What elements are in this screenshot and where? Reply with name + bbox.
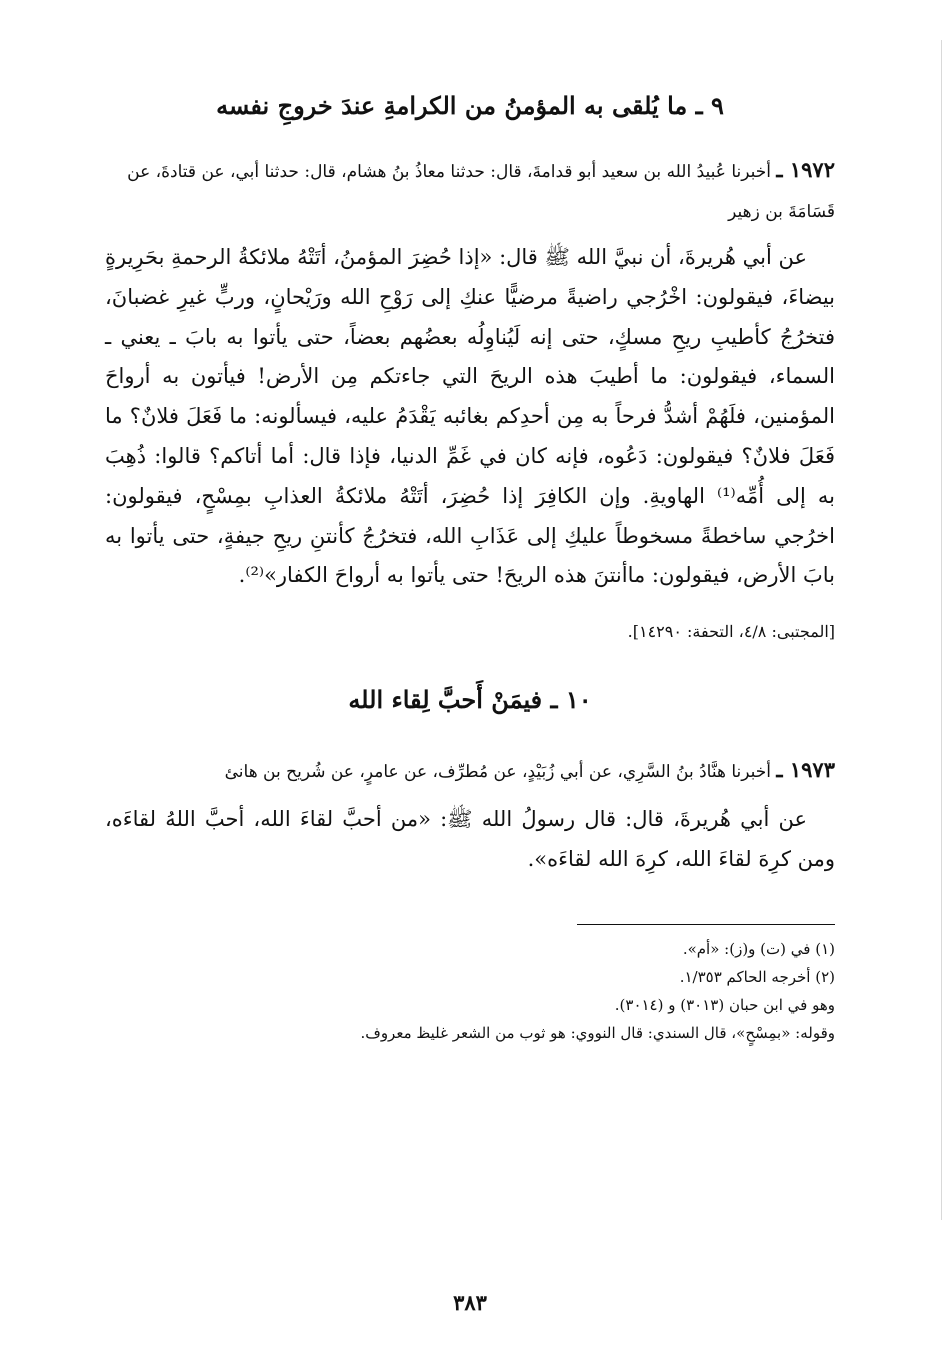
hadith-1972-isnad bbox=[105, 150, 835, 232]
book-page bbox=[105, 78, 835, 1318]
hadith-1972-reference: [المجتبى: ٤/٨، التحفة: ١٤٢٩٠]. bbox=[627, 622, 835, 642]
hadith-1972-number: ١٩٧٢ ـ bbox=[776, 157, 835, 182]
hadith-1973-isnad bbox=[105, 750, 835, 792]
section-10-heading: ١٠ ـ فيمَنْ أَحبَّ لِقاء الله bbox=[348, 685, 592, 715]
footnote-2: (٢) أخرجه الحاكم ١/٣٥٣. bbox=[679, 967, 835, 986]
hadith-1972-matn: عن أبي هُريرةَ، أن نبيَّ الله ﷺ قال: «إذا حُضِرَ المؤمنُ، أتَتْهُ ملائكةُ الرحمةِ بحَرِيرةٍ بيضاءَ، فيقولون: اخْرُجي راضيةً مرضيًّا عنكِ إلى رَوْحِ الله ورَيْحانٍ، وربٍّ غيرِ غضبانَ، فتخرُجُ كأطيبِ ريحِ مسكٍ، حتى إنه لَيُناوِلُه بعضُهم بعضاً، حتى يأتوا به بابَ ـ يعني ـ السماء، فيقولون: ما أطيبَ هذه الريحَ التي جاءتكم مِن الأرض! فيأتون به أرواحَ المؤمنين، فلَهُمْ أشدُّ فرحاً به مِن أحدِكم بغائبه يَقْدَمُ عليه، فيسألونه: ما فَعَلَ فلانٌ؟ ما فَعَلَ فلانٌ؟ فيقولون: دَعُوه، فإنه كان في غَمِّ الدنيا، فإذا قال: أما أتاكم؟ قالوا: ذُهِبَ به إلى أُمِّه⁽¹⁾ الهاويةِ. وإن الكافِرَ إذا حُضِرَ، أتَتْهُ ملائكةُ العذابِ بمِسْحٍ، فيقولون: اخرُجي ساخطةً مسخوطاً عليكِ إلى عَذَابِ الله، فتخرُجُ كأنتنِ ريحِ جيفةٍ، حتى يأتوا به بابَ الأرض، فيقولون: ماأنتنَ هذه الريحَ! حتى يأتوا به أرواحَ الكفار»⁽²⁾. bbox=[105, 245, 835, 588]
hadith-1973-number: ١٩٧٣ ـ bbox=[776, 757, 835, 783]
page-edge-line bbox=[941, 40, 942, 1220]
hadith-1973-isnad-text: أخبرنا هنَّادُ بنُ السَّرِي، عن أبي زُبَيْدٍ، عن مُطرِّف، عن عامرٍ، عن شُريح بن هانئ bbox=[224, 762, 771, 783]
hadith-1973-matn: عن أبي هُريرةَ، قال: قال رسولُ الله ﷺ: «من أحبَّ لقاءَ الله، أحبَّ اللهُ لقاءَه، ومن كرِهَ لقاءَ الله، كرِهَ الله لقاءَه». bbox=[105, 807, 835, 871]
page-number: ٣٨٣ bbox=[453, 1290, 487, 1315]
footnote-divider bbox=[577, 924, 835, 925]
footnote-note: وقوله: «بمِسْحٍ»، قال السندي: قال النووي: هو ثوب من الشعر غليظ معروف. bbox=[360, 1023, 835, 1042]
hadith-1972-isnad-text: أخبرنا عُبيدُ الله بن سعيد أبو قدامةَ، قال: حدثنا معاذُ بنُ هشام، قال: حدثنا أبي، عن قتادةَ، عن قَسَامَةَ بن زهير bbox=[127, 162, 835, 222]
footnote-2-continued: وهو في ابن حبان (٣٠١٣) و (٣٠١٤). bbox=[614, 995, 835, 1014]
section-9-heading: ٩ ـ ما يُلقى به المؤمنُ من الكرامةِ عندَ خروجِ نفسه bbox=[216, 91, 724, 120]
footnote-1: (١) في (ت) و(ز): «أم». bbox=[682, 939, 835, 958]
